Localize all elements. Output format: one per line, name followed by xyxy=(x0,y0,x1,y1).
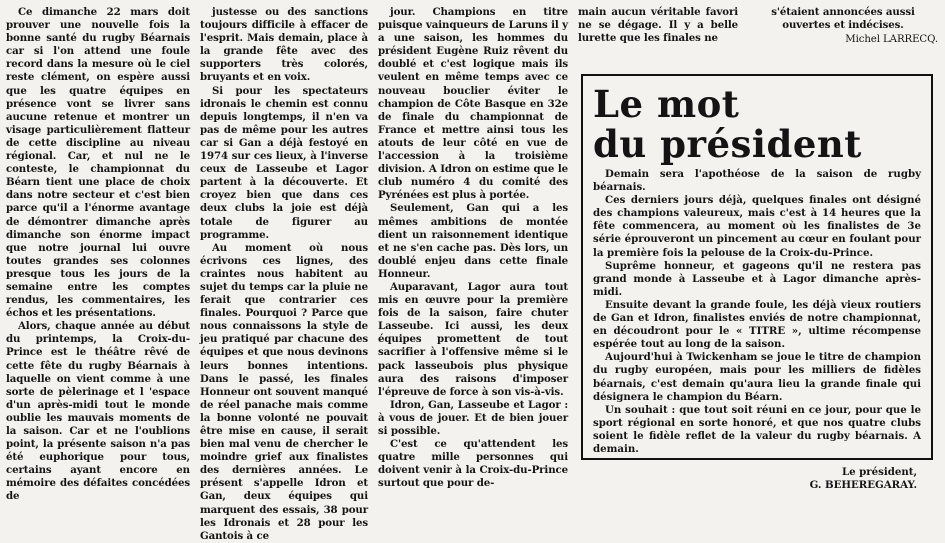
article-paragraph: Seulement, Gan qui a les mêmes ambitions de montée dient un raisonnement identique et ne s'en cache pas. Dès lors, un doublé enjeu dans cette finale Honneur. xyxy=(378,202,568,280)
box-title xyxy=(593,84,921,164)
article-paragraph: Auparavant, Lagor aura tout mis en œuvre pour la première fois de la saison, faire chuter Lasseube. Ici aussi, les deux équipes promettent de tout sacrifier à l'offensive même si le pack lasseubois plus physique aura des raisons d'imposer l'épreuve de force à son vis-à-vis. xyxy=(378,280,568,398)
article-paragraph: C'est ce qu'attendent les quatre mille personnes qui doivent venir à la Croix-du-Prince surtout que pour de- xyxy=(378,438,568,490)
article-paragraph: Idron, Gan, Lasseube et Lagor : à vous de jouer. Et de bien jouer si possible. xyxy=(378,398,568,437)
box-paragraph: Ces derniers jours déjà, quelques finales ont désigné des champions valeureux, mais c'est à 14 heures que la fête commencera, au moment où les finalistes de 3e série éprouveront un pincement au cœur en foulant pour la première fois la pelouse de la Croix-du-Prince. xyxy=(593,194,921,259)
article-paragraph: justesse ou des sanctions toujours difficile à effacer de l'esprit. Mais demain, place à la grande fête avec des supporters très colorés, bruyants et en voix. xyxy=(200,6,368,84)
box-paragraph: Ensuite devant la grande foule, les déjà vieux routiers de Gan et Idron, finalistes enviés de notre championnat, en découdront pour le « TITRE », ultime récompense espérée tout au long de la saison. xyxy=(593,298,921,351)
box-title-line-1: Le mot xyxy=(593,82,740,126)
box-title-line-2: du président xyxy=(593,122,862,166)
article-paragraph: Au moment où nous écrivons ces lignes, des craintes nous habitent au sujet du temps car la pluie ne ferait que contrarier ces finales. Pourquoi ? Parce que nous connaissons la style de jeu pratiqué par chacune des équipes et que nous devinons leurs bonnes intentions. Dans le passé, les finales Honneur ont souvent manqué de réel panache mais comme la bonne volonté ne pouvait être mise en cause, il serait bien mal venu de chercher le moindre grief aux finalistes des dernières années. Le présent s'appelle Idron et Gan, deux équipes qui marquent des essais, 38 pour les Idronais et 28 pour les Gantois à ce xyxy=(200,241,368,542)
box-signature xyxy=(593,466,921,492)
article-column-5 xyxy=(748,6,938,46)
box-body xyxy=(593,168,921,456)
article-column-4 xyxy=(578,6,738,45)
article-paragraph: main aucun véritable favori ne se dégage. Il y a belle lurette que les finales ne xyxy=(578,6,738,45)
article-paragraph: Si pour les spectateurs idronais le chemin est connu depuis longtemps, il n'en va pas de même pour les autres car si Gan a déjà festoyé en 1974 sur ces lieux, à l'inverse ceux de Lasseube et Lagor partent à la découverte. Et croyez bien que dans ces deux clubs la joie est déjà totale de figurer au programme. xyxy=(200,84,368,241)
signature-name: G. BEHEREGARAY. xyxy=(809,479,917,492)
signature-title: Le président, xyxy=(841,466,917,479)
box-paragraph: Un souhait : que tout soit réuni en ce jour, pour que le sport régional en sorte honoré, et que nos quatre clubs soient le fidèle reflet de la valeur du rugby béarnais. A demain. xyxy=(593,403,921,455)
box-paragraph: Aujourd'hui à Twickenham se joue le titre de champion du rugby européen, mais pour les milliers de fidèles béarnais, c'est demain qu'aura lieu la grande finale qui désignera le champion du Béarn. xyxy=(593,351,921,403)
president-message-box xyxy=(581,74,933,492)
box-paragraph: Suprême honneur, et gageons qu'il ne restera pas grand monde à Lasseube et à Lagor dimanche après-midi. xyxy=(593,259,921,298)
article-column-3 xyxy=(378,6,568,490)
article-column-2 xyxy=(200,6,368,543)
article-paragraph: Ce dimanche 22 mars doit prouver une nouvelle fois la bonne santé du rugby Béarnais car si l'on attend une foule record dans la mesure où le ciel reste clément, on espère aussi que les quatre équipes en présence vont se livrer sans aucune retenue et montrer un visage particulièrement flatteur de cette discipline au niveau régional. Car, et nul ne le conteste, le championnat du Béarn tient une place de choix dans notre secteur et c'est bien parce qu'il a l'énorme avantage de démontrer dimanche après dimanche son énorme impact que notre journal lui ouvre toutes grandes ses colonnes presque tous les jours de la semaine entre les comptes rendus, les commentaires, les échos et les présentations. xyxy=(6,6,190,320)
article-paragraph: jour. Champions en titre puisque vainqueurs de Laruns il y a une saison, les hommes du président Eugène Ruiz rêvent du doublé et c'est logique mais ils veulent en même temps avec ce nouveau bouclier éviter le champion de Côte Basque en 32e de finale du championnat de France et mettre ainsi tous les atouts de leur côté en vue de l'accession à la troisième division. A Idron on estime que le club numéro 4 du comité des Pyrénées est plus à portée. xyxy=(378,6,568,202)
article-byline: Michel LARRECQ. xyxy=(845,34,938,46)
article-column-1 xyxy=(6,6,190,504)
article-paragraph: s'étaient annoncées aussi ouvertes et indécises. xyxy=(771,6,915,32)
box-paragraph: Demain sera l'apothéose de la saison de rugby béarnais. xyxy=(593,168,921,194)
article-paragraph: Alors, chaque année au début du printemps, la Croix-du-Prince est le théâtre rêvé de cette fête du rugby Béarnais à laquelle on vient comme à une sorte de pèlerinage et l 'espace d'un après-midi tout le monde oublie les mauvais moments de la saison. Car et ne l'oublions point, la présente saison n'a pas été euphorique pour tous, certains ayant encore en mémoire des défaites concédées de xyxy=(6,320,190,503)
